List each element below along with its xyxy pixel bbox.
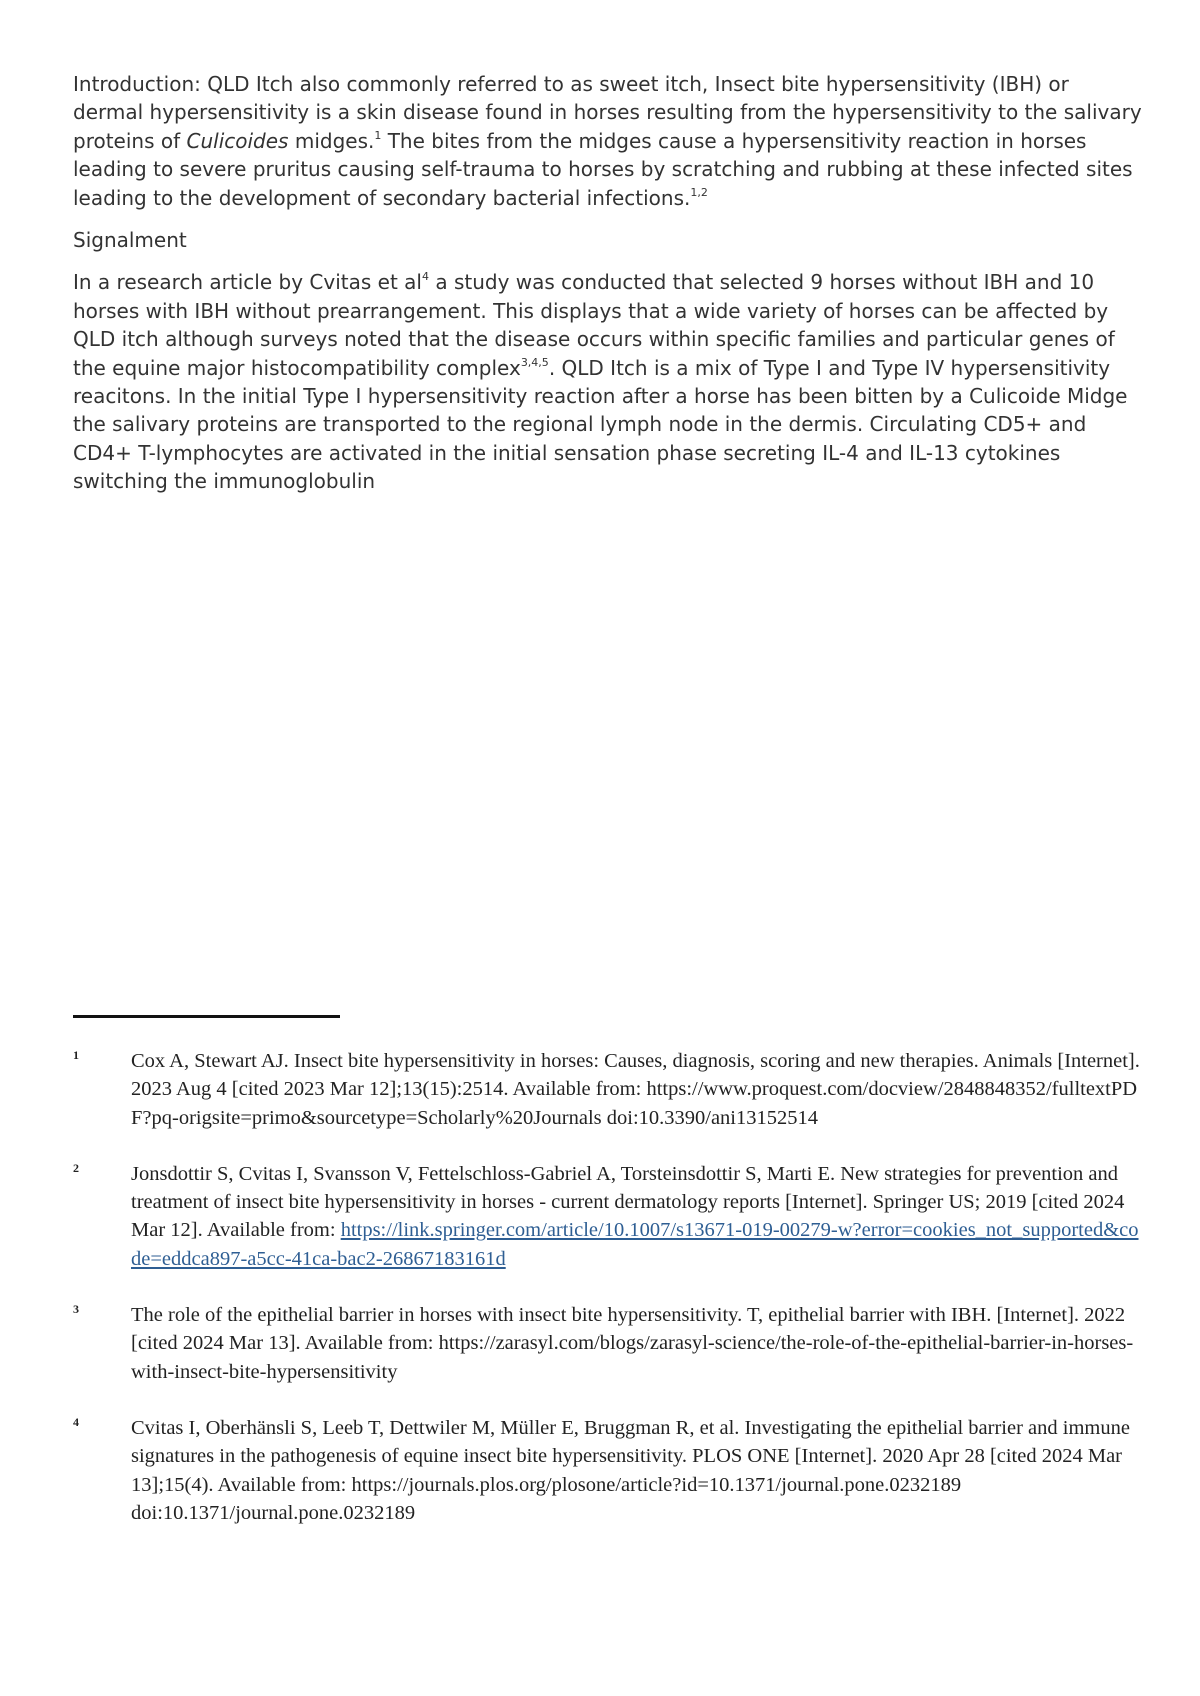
footnote-ref-1[interactable]: 1 bbox=[374, 128, 382, 142]
footnote-number: 4 bbox=[73, 1414, 79, 1429]
footnote-ref-4[interactable]: 4 bbox=[421, 270, 429, 284]
signalment-paragraph bbox=[73, 268, 1143, 495]
footnote-citation: Jonsdottir S, Cvitas I, Svansson V, Fettelschloss-Gabriel A, Torsteinsdottir S, Marti E. New strategies for prevention and treatment of insect bite hypersensitivity in horses - current dermatology reports [Internet]. Springer US; 2019 [cited 2024 Mar 12]. Available from: bbox=[131, 1162, 1125, 1242]
footnote-url: https://www.proquest.com/docview/2848848352/fulltextPDF?pq-origsite=primo&sourcetype=Scholarly%20Journals bbox=[131, 1078, 1138, 1129]
footnote-citation: Cox A, Stewart AJ. Insect bite hypersensitivity in horses: Causes, diagnosis, scoring and new therapies. Animals [Internet]. 2023 Aug 4 [cited 2023 Mar 12];13(15):2514. Available from: bbox=[131, 1050, 1140, 1101]
intro-paragraph bbox=[73, 70, 1143, 212]
intro-genus: Culicoides bbox=[186, 128, 289, 153]
footnote-separator bbox=[73, 1015, 340, 1018]
footnote bbox=[73, 1160, 1143, 1273]
footnote bbox=[73, 1047, 1143, 1132]
intro-lead: Introduction: QLD Itch also commonly referred to as sweet itch, Insect bite hypersensitivity (IBH) or dermal hypersensitivity is a skin disease found in horses resulting from the hypersensitivity to the salivary proteins of bbox=[73, 72, 1142, 153]
footnotes bbox=[73, 1047, 1143, 1555]
footnote-number: 2 bbox=[73, 1160, 79, 1175]
footnote-url: https://journals.plos.org/plosone/article?id=10.1371/journal.pone.0232189 bbox=[351, 1473, 962, 1496]
signalment-text-b: a study was conducted that selected 9 horses without IBH and 10 horses with IBH without prearrangement. This displays that a wide variety of horses can be affected by QLD itch although surveys noted that the disease occurs within specific families and particular genes of the equine major histocompatibility complex bbox=[73, 270, 1115, 380]
footnote-text bbox=[131, 1047, 1143, 1132]
footnote-text bbox=[131, 1301, 1143, 1386]
footnote-citation: The role of the epithelial barrier in horses with insect bite hypersensitivity. T, epithelial barrier with IBH. [Internet]. 2022 [cited 2024 Mar 13]. Available from: bbox=[131, 1304, 1126, 1355]
footnote-ref-1-2[interactable]: 1,2 bbox=[690, 185, 708, 199]
footnote-doi: doi:10.3390/ani13152514 bbox=[606, 1106, 819, 1129]
body-text bbox=[73, 70, 1143, 510]
footnote bbox=[73, 1301, 1143, 1386]
signalment-heading: Signalment bbox=[73, 228, 187, 253]
footnote-number: 1 bbox=[73, 1048, 79, 1062]
footnote-citation: Cvitas I, Oberhänsli S, Leeb T, Dettwiler M, Müller E, Bruggman R, et al. Investigating the epithelial barrier and immune signatures in the pathogenesis of equine insect bite hypersensitivity. PLOS ONE [Internet]. 2020 Apr 28 [cited 2024 Mar 13];15(4). Available from: bbox=[131, 1416, 1130, 1496]
signalment-text-a: In a research article by Cvitas et al bbox=[73, 270, 422, 295]
intro-rest: The bites from the midges cause a hypersensitivity reaction in horses leading to severe pruritus causing self-trauma to horses by scratching and rubbing at these infected sites leading to the development of secondary bacterial infections. bbox=[73, 128, 1133, 210]
footnote bbox=[73, 1414, 1143, 1527]
footnote-text bbox=[131, 1414, 1143, 1527]
footnote-url: https://zarasyl.com/blogs/zarasyl-science/the-role-of-the-epithelial-barrier-in-horses-with-insect-bite-hypersensitivity bbox=[131, 1332, 1134, 1383]
footnote-link[interactable]: https://link.springer.com/article/10.1007/s13671-019-00279-w?error=cookies_not_supported&code=eddca897-a5cc-41ca-bac2-26867183161d bbox=[131, 1219, 1139, 1270]
intro-mid: midges. bbox=[288, 128, 375, 153]
footnote-number: 3 bbox=[73, 1302, 79, 1317]
footnote-ref-3-4-5[interactable]: 3,4,5 bbox=[520, 355, 549, 369]
footnote-text bbox=[131, 1160, 1143, 1273]
footnote-doi: doi:10.1371/journal.pone.0232189 bbox=[131, 1501, 416, 1524]
signalment-text-c: . QLD Itch is a mix of Type I and Type IV hypersensitivity reacitons. In the initial Type I hypersensitivity reaction after a horse has been bitten by a Culicoide Midge the salivary proteins are transported to the regional lymph node in the dermis. Circulating CD5+ and CD4+ T-lymphocytes are activated in the initial sensation phase secreting IL-4 and IL-13 cytokines switching the immunoglobulin bbox=[73, 355, 1128, 494]
